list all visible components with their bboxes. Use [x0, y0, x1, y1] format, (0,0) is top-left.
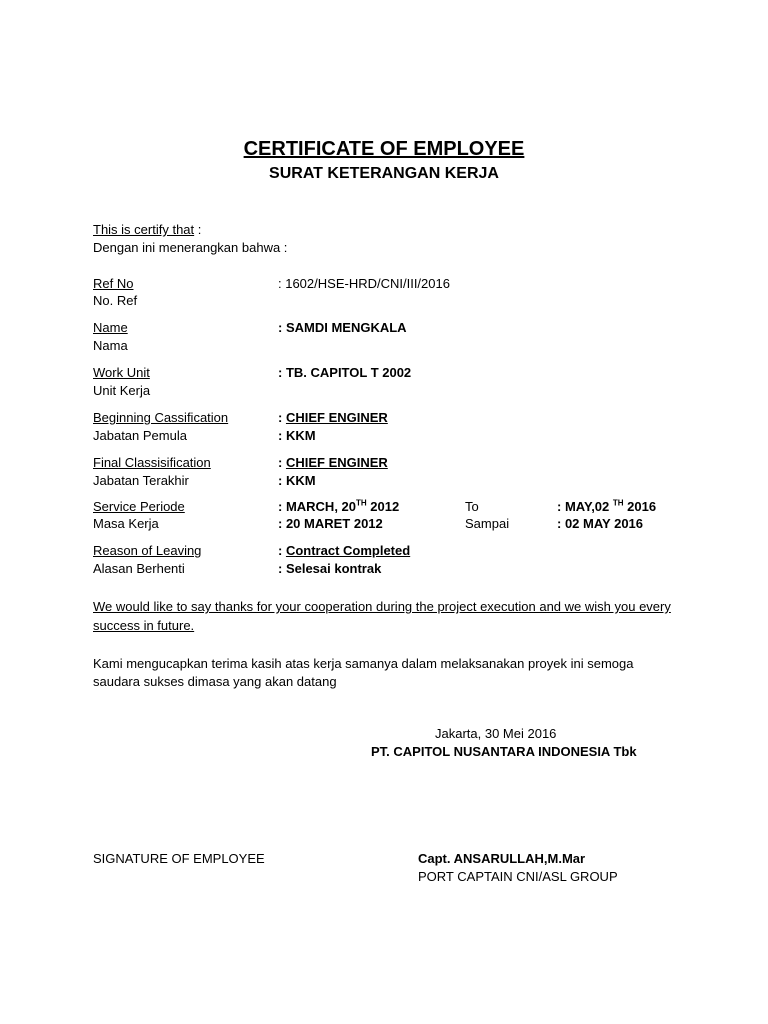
thanks-paragraph-id: Kami mengucapkan terima kasih atas kerja samanya dalam melaksanakan proyek ini semoga saudara sukses dimasa yang akan datang [93, 656, 634, 689]
final-colon: : [278, 455, 286, 470]
leaving-value-en [278, 543, 410, 559]
work-unit-value: : TB. CAPITOL T 2002 [278, 365, 412, 380]
leaving-reason: Contract Completed [285, 543, 411, 558]
ref-label-id: No. Ref [93, 293, 138, 308]
intro-id: Dengan ini menerangkan bahwa : [93, 240, 288, 255]
final-label-id: Jabatan Terakhir [93, 473, 189, 488]
work-unit-label-id: Unit Kerja [93, 383, 151, 398]
service-label-id: Masa Kerja [93, 516, 159, 531]
beginning-value-id: : KKM [278, 428, 316, 443]
leaving-value-id: : Selesai kontrak [278, 561, 382, 576]
final-position: CHIEF ENGINER [285, 455, 388, 470]
name-value: : SAMDI MENGKALA [278, 320, 407, 335]
final-value-en [278, 455, 388, 471]
service-end-en [557, 499, 656, 515]
signature-employee-label: SIGNATURE OF EMPLOYEE [93, 851, 265, 866]
service-start-en-sup: TH [356, 498, 367, 508]
ref-value: : 1602/HSE-HRD/CNI/III/2016 [278, 276, 450, 291]
service-start-en [278, 499, 399, 515]
service-to-en: To [465, 499, 479, 514]
signatory-name: Capt. ANSARULLAH,M.Mar [418, 851, 586, 866]
service-start-en-b: 2012 [366, 499, 400, 514]
service-end-id: : 02 MAY 2016 [557, 516, 644, 531]
intro-en-colon: : [194, 222, 202, 237]
leaving-label-id: Alasan Berhenti [93, 561, 185, 576]
beginning-colon: : [278, 410, 286, 425]
service-end-en-a: : MAY,02 [557, 499, 613, 514]
beginning-position: CHIEF ENGINER [285, 410, 388, 425]
service-end-en-b: 2016 [623, 499, 657, 514]
document-title: CERTIFICATE OF EMPLOYEE [243, 138, 525, 160]
service-label-en: Service Periode [93, 499, 185, 514]
service-end-en-sup: TH [612, 498, 624, 508]
ref-label-en: Ref No [93, 276, 134, 291]
name-label-id: Nama [93, 338, 128, 353]
work-unit-label-en: Work Unit [93, 365, 150, 380]
service-to-id: Sampai [465, 516, 510, 531]
beginning-label-en: Beginning Cassification [93, 410, 229, 425]
signatory-title: PORT CAPTAIN CNI/ASL GROUP [418, 869, 618, 884]
thanks-paragraph-en: We would like to say thanks for your cooperation during the project execution and we wish you every success in future. [93, 599, 671, 633]
beginning-value-en [278, 410, 388, 426]
company-name: PT. CAPITOL NUSANTARA INDONESIA Tbk [371, 744, 637, 759]
leaving-colon: : [278, 543, 286, 558]
name-label-en: Name [93, 320, 128, 335]
service-start-id: : 20 MARET 2012 [278, 516, 383, 531]
intro-en-text: This is certify that [93, 222, 195, 237]
final-value-id: : KKM [278, 473, 316, 488]
document-subtitle: SURAT KETERANGAN KERJA [269, 165, 499, 182]
service-start-en-a: : MARCH, 20 [278, 499, 357, 514]
intro-en [93, 222, 201, 238]
leaving-label-en: Reason of Leaving [93, 543, 202, 558]
beginning-label-id: Jabatan Pemula [93, 428, 187, 443]
place-date: Jakarta, 30 Mei 2016 [435, 726, 557, 741]
final-label-en: Final Classisification [93, 455, 211, 470]
